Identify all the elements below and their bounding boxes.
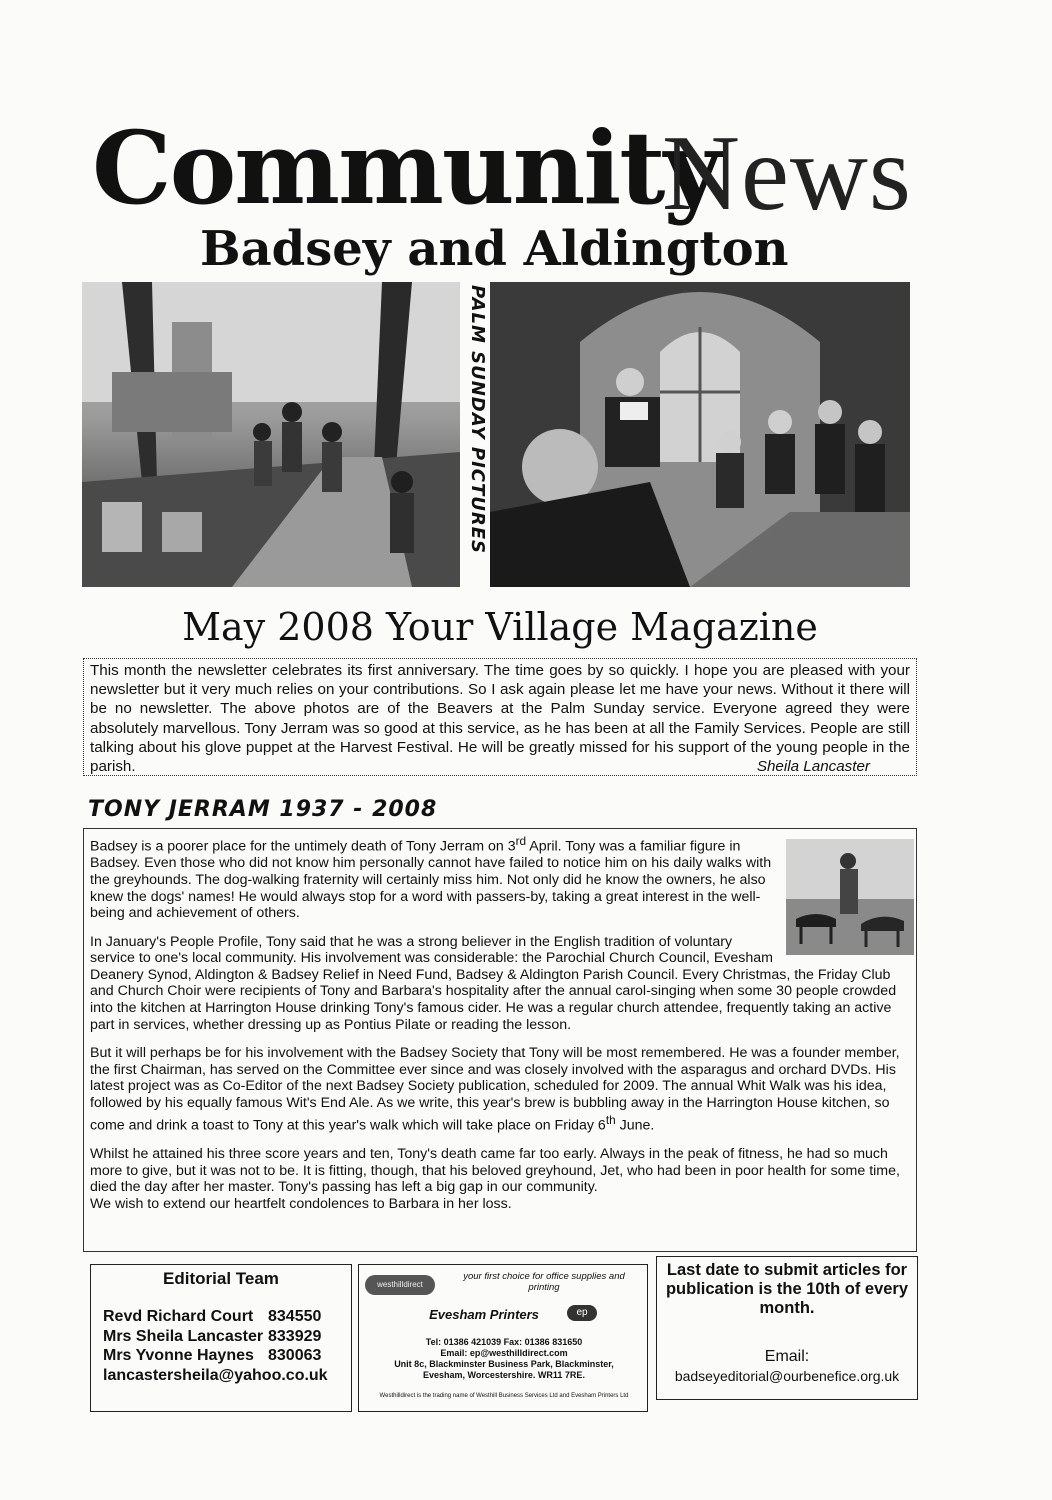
palm-sunday-photo-church (490, 282, 910, 587)
team-member: Mrs Yvonne Haynes 830063 (103, 1347, 322, 1364)
photo-outdoor-illustration (82, 282, 460, 587)
advert-contact: Tel: 01386 421039 Fax: 01386 831650 Email: ep@westhilldirect.com Unit 8c, Blackminster Business Park, Blackminster, Evesham, Worcestershire. WR11 7RE. (394, 1337, 614, 1380)
masthead-subtitle: Badsey and Aldington (200, 221, 789, 277)
ep-logo-icon: ep (567, 1305, 597, 1321)
masthead-title: Community (92, 109, 720, 227)
submission-deadline-box (656, 1256, 918, 1400)
editor-intro-box (83, 658, 917, 776)
intro-text: This month the newsletter celebrates its first anniversary. The time goes by so quickly. I hope you are pleased with your newsletter but it very much relies on your contributions. So I ask again please let me have your news. Without it there will be no newsletter. The above photos are of the Beavers at the Palm Sunday service. Everyone agreed they were absolutely marvellous. Tony Jerram was so good at this service, as he has been at all the Family Services. People are still talking about his glove puppet at the Harvest Festival. He will be greatly missed for his support of the young people in the parish. (90, 662, 910, 776)
deadline-email-label: Email: (764, 1348, 810, 1365)
team-member: Mrs Sheila Lancaster 833929 (103, 1327, 322, 1345)
team-member: Revd Richard Court 834550 (103, 1308, 322, 1325)
deadline-email: badseyeditorial@ourbenefice.org.uk (674, 1368, 900, 1384)
obituary-article (83, 828, 917, 1252)
advert-footnote: Westhilldirect is the trading name of Westhill Business Services Ltd and Evesham Printers Ltd (379, 1393, 629, 1399)
editorial-team-list (103, 1307, 351, 1385)
obituary-heading: TONY JERRAM 1937 - 2008 (88, 797, 438, 822)
advert-company-name: Evesham Printers (429, 1307, 539, 1322)
article-paragraph: We wish to extend our heartfelt condolences to Barbara in her loss. (90, 1195, 512, 1212)
article-paragraph: But it will perhaps be for his involvement with the Badsey Society that Tony will be most remembered. He was a founder member, the first Chairman, has served on the Committee ever since and was closely involved with the asparagus and orchard DVDs. His latest project was as Co-Editor of the next Badsey Society publication, scheduled for 2009. The annual Whit Walk was his idea, followed by his equally famous Wit's End Ale. As we write, this year's brew is bubbling away in the Harrington House kitchen, so come and drink a toast to Tony at this year's walk which will take place on Friday 6th June. (90, 1045, 900, 1134)
article-paragraph: Badsey is a poorer place for the untimely death of Tony Jerram on 3rd April. Tony was a familiar figure in Badsey. Even those who did not know him personally cannot have failed to notice him on his daily walks with the greyhounds. The dog-walking fraternity will certainly miss him. Not only did he know the owners, he also knew the dogs' names! He would always stop for a word with passers-by, taking a great interest in the well-being and achievement of others. (90, 834, 772, 922)
deadline-text: Last date to submit articles for publication is the 10th of every month. (665, 1261, 909, 1317)
issue-headline: May 2008 Your Village Magazine (182, 605, 818, 649)
article-paragraph: Whilst he attained his three score years and ten, Tony's death came far too early. Always in the peak of fitness, he had so much more to give, but it was not to be. It is fitting, though, that his beloved greyhound, Jet, who had been in poor health for some time, died the day after her master. Tony's passing has left a big gap in our community. (90, 1145, 900, 1196)
photo-church-illustration (490, 282, 910, 587)
intro-signature: Sheila Lancaster (756, 758, 870, 776)
photos-side-caption: PALM SUNDAY PICTURES (467, 285, 488, 554)
advert-tagline: your first choice for office supplies and printing (463, 1271, 625, 1293)
greyhounds-illustration (786, 839, 914, 955)
printer-advert (358, 1264, 648, 1412)
team-email: lancastersheila@yahoo.co.uk (103, 1366, 328, 1384)
editorial-team-title: Editorial Team (163, 1269, 279, 1288)
greyhounds-photo (786, 839, 914, 955)
palm-sunday-photo-outdoor (82, 282, 460, 587)
westhill-logo: westhilldirect (365, 1275, 435, 1295)
editorial-team-box (90, 1264, 352, 1412)
masthead-news: News (662, 114, 912, 233)
article-paragraph: In January's People Profile, Tony said that he was a strong believer in the English tradition of voluntary service to one's local community. His involvement was considerable: the Parochial Church Council, Evesham Deanery Synod, Aldington & Badsey Relief in Need Fund, Badsey & Aldington Parish Council. Every Christmas, the Friday Club and Church Choir were recipients of Tony and Barbara's hospitality after the annual carol-singing when some 30 people crowded into the kitchen at Harrington House drinking Tony's famous cider. He was a regular church attendee, frequently taking an active part in services, whether dressing up as Pontius Pilate or reading the lesson. (90, 933, 897, 1033)
